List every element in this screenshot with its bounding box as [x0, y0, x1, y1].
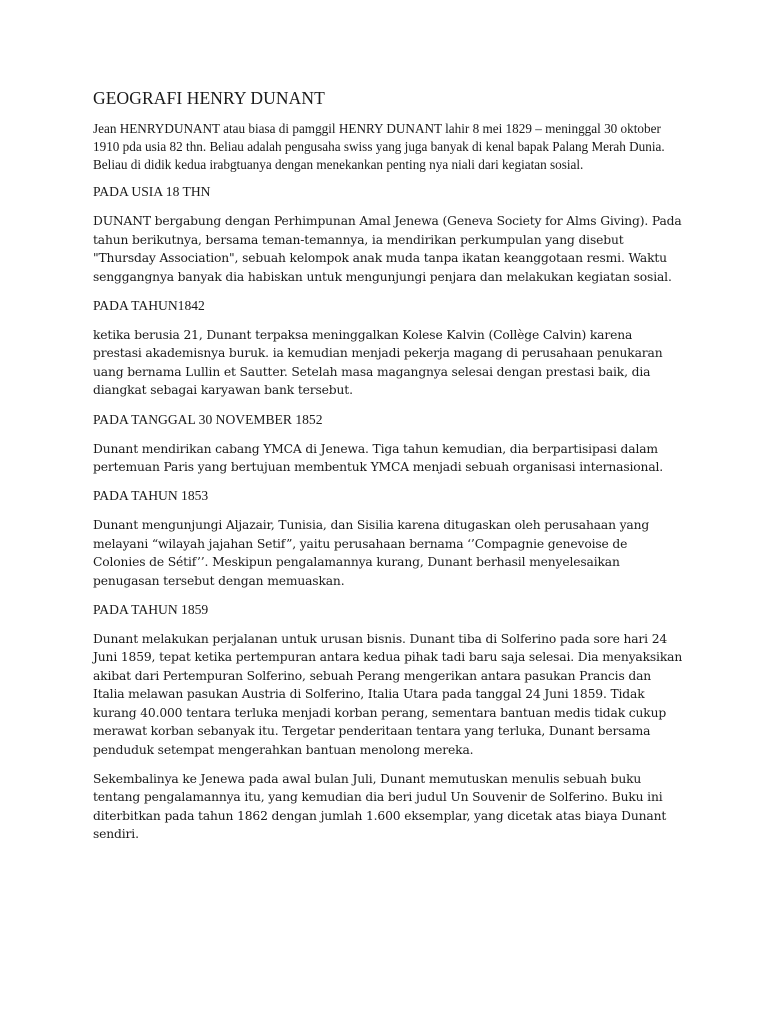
section-paragraph: Dunant melakukan perjalanan untuk urusan bisnis. Dunant tiba di Solferino pada sore hari 24 Juni 1859, tepat ketika pertempuran antara kedua pihak tadi baru saja selesai. Dia menyaksikan akibat dari Pertempuran Solferino, sebuah Perang mengerikan antara pasukan Prancis dan Italia melawan pasukan Austria di Solferino, Italia Utara pada tanggal 24 Juni 1859. Tidak kurang 40.000 tentara terluka menjadi korban perang, sementara bantuan medis tidak cukup merawat korban sebanyak itu. Tergetar penderitaan tentara yang terluka, Dunant bersama penduduk setempat mengerahkan bantuan menolong mereka. [93, 632, 683, 757]
section-paragraph: ketika berusia 21, Dunant terpaksa meninggalkan Kolese Kalvin (Collège Calvin) karena prestasi akademisnya buruk. ia kemudian menjadi pekerja magang di perusahaan penukaran uang bernama Lullin et Sautter. Setelah masa magangnya selesai dengan prestasi baik, dia diangkat sebagai karyawan bank tersebut. [93, 328, 663, 398]
section-age-18 [93, 183, 683, 286]
document-title: GEOGRAFI HENRY DUNANT [93, 88, 325, 108]
section-1859 [93, 601, 683, 759]
section-heading: PADA TANGGAL 30 NOVEMBER 1852 [93, 411, 323, 427]
section-1842 [93, 297, 683, 400]
section-paragraph: DUNANT bergabung dengan Perhimpunan Amal Jenewa (Geneva Society for Alms Giving). Pada tahun berikutnya, bersama teman-temannya, ia mendirikan perkumpulan yang disebut "Thursday Association", sebuah kelompok anak muda tanpa ikatan keanggotaan resmi. Waktu senggangnya banyak dia habiskan untuk mengunjungi penjara dan melakukan kegiatan sosial. [93, 214, 682, 284]
section-paragraph: Dunant mendirikan cabang YMCA di Jenewa. Tiga tahun kemudian, dia berpartisipasi dalam pertemuan Paris yang bertujuan membentuk YMCA menjadi sebuah organisasi internasional. [93, 441, 664, 475]
section-1852 [93, 411, 683, 477]
section-paragraph: Dunant mengunjungi Aljazair, Tunisia, dan Sisilia karena ditugaskan oleh perusahaan yang melayani “wilayah jajahan Setif”, yaitu perusahaan bernama ‘’Compagnie genevoise de Colonies de Sétif’’. Meskipun pengalamannya kurang, Dunant berhasil menyelesaikan penugasan tersebut dengan memuaskan. [93, 518, 650, 588]
closing-paragraph: Sekembalinya ke Jenewa pada awal bulan Juli, Dunant memutuskan menulis sebuah buku tentang pengalamannya itu, yang kemudian dia beri judul Un Souvenir de Solferino. Buku ini diterbitkan pada tahun 1862 dengan jumlah 1.600 eksemplar, yang dicetak atas biaya Dunant sendiri. [93, 771, 667, 842]
section-heading: PADA USIA 18 THN [93, 184, 211, 200]
section-heading: PADA TAHUN 1859 [93, 602, 209, 618]
section-heading: PADA TAHUN1842 [93, 298, 205, 314]
intro-paragraph: Jean HENRYDUNANT atau biasa di pamggil HENRY DUNANT lahir 8 mei 1829 – meninggal 30 oktober 1910 pda usia 82 thn. Beliau adalah pengusaha swiss yang juga banyak di kenal bapak Palang Merah Dunia. Beliau di didik kedua irabgtuanya dengan menekankan penting nya niali dari kegiatan sosial. [93, 121, 665, 172]
document-page [93, 86, 683, 855]
section-heading: PADA TAHUN 1853 [93, 488, 209, 504]
section-1853 [93, 487, 683, 590]
